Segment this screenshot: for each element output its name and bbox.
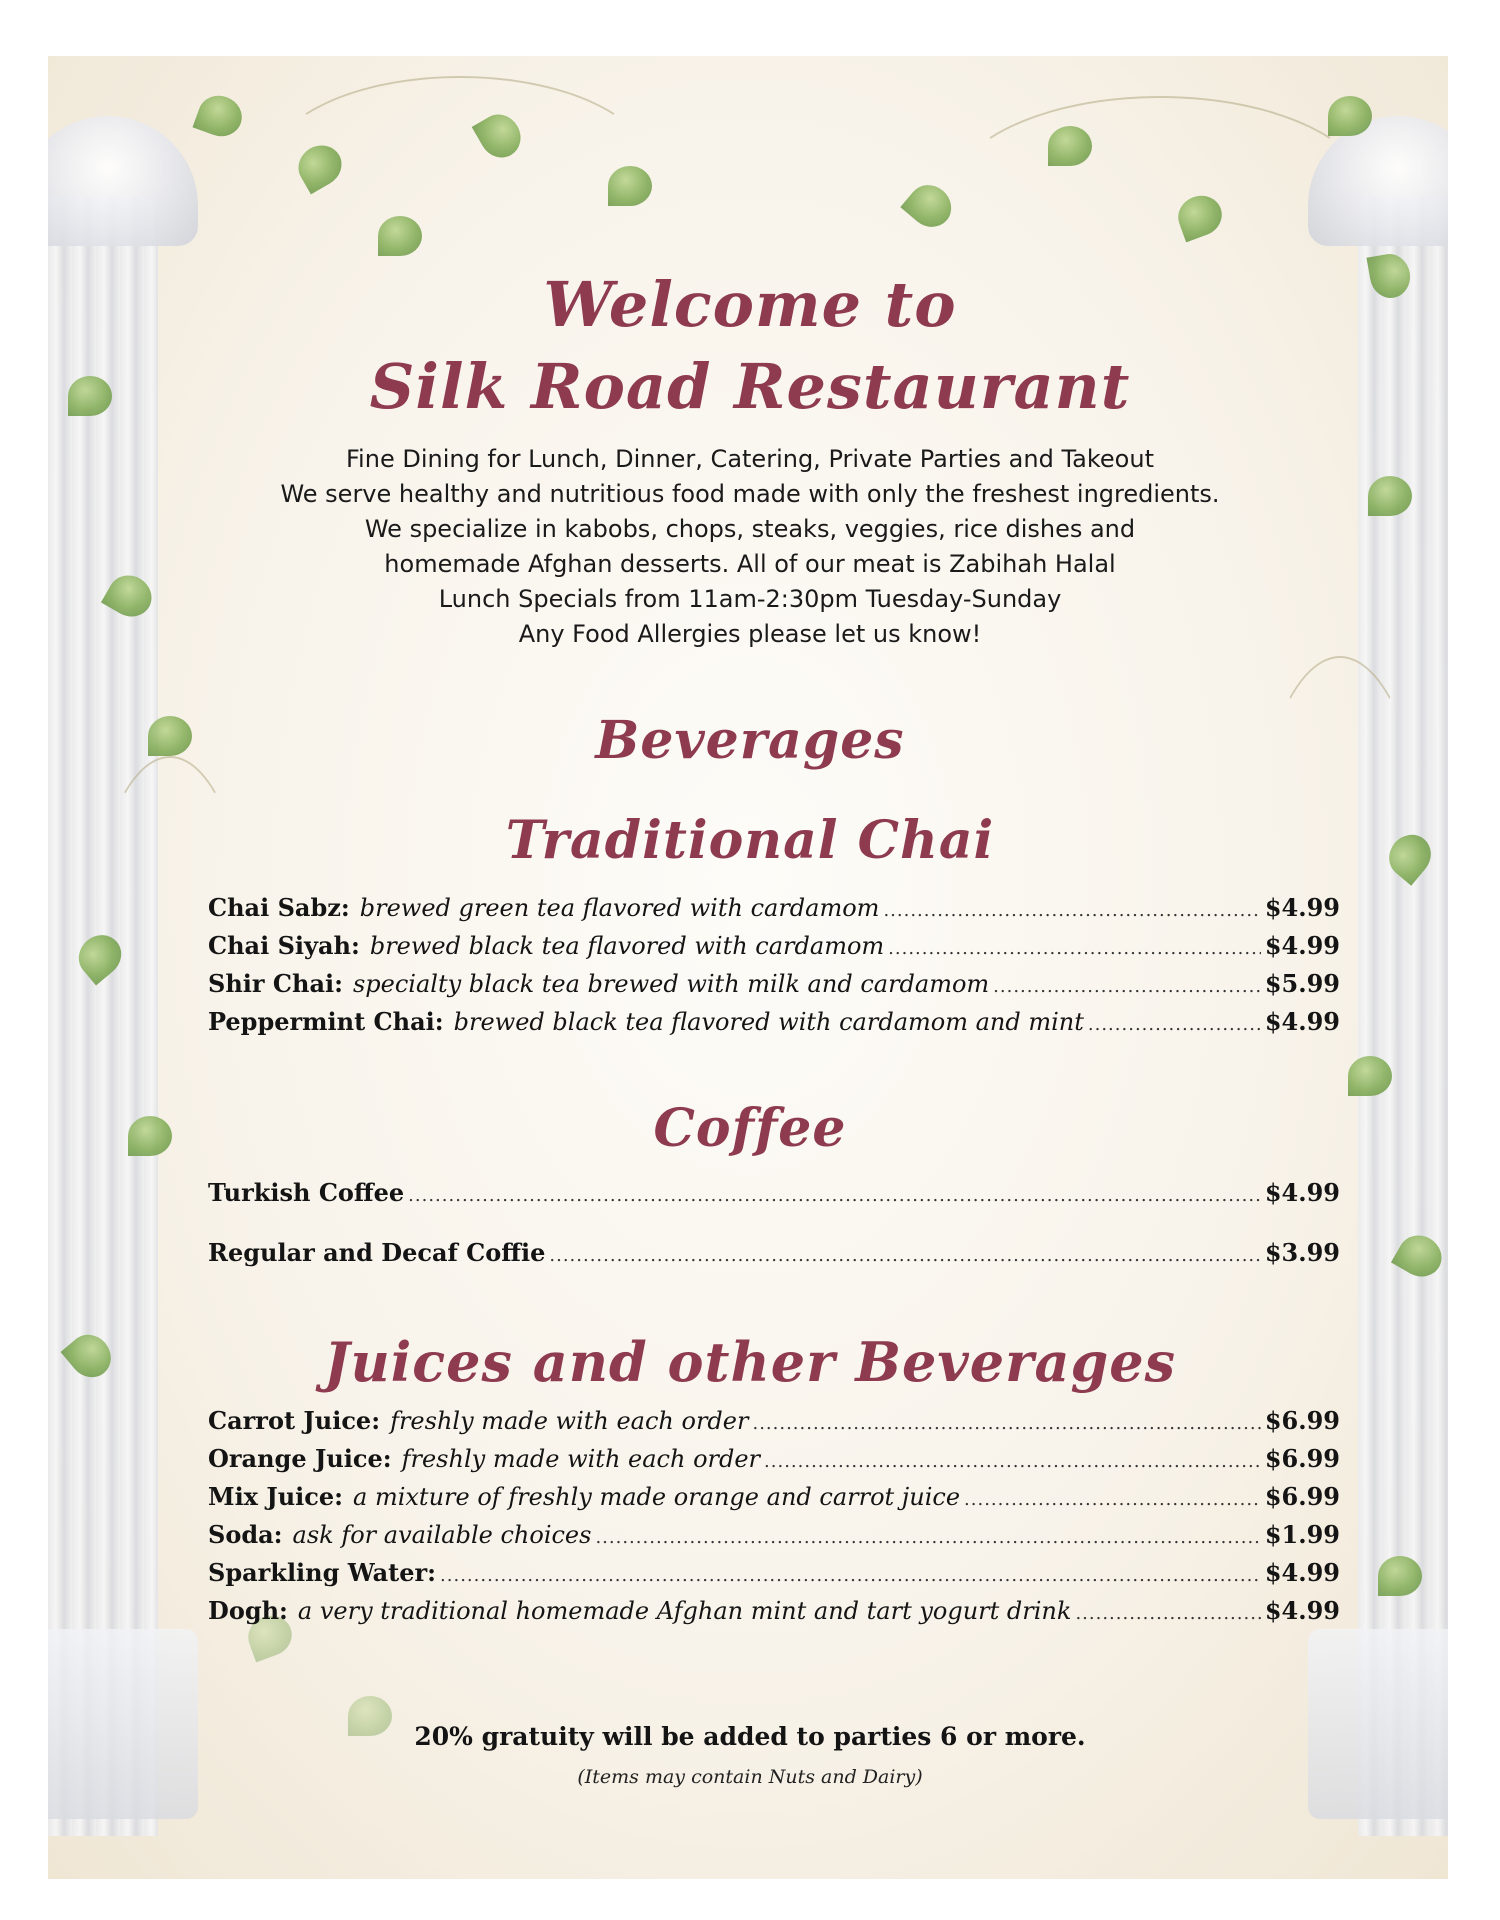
dot-leader [752, 1413, 1260, 1434]
item-name: Turkish Coffee [208, 1178, 405, 1207]
item-name: Dogh: [208, 1596, 288, 1625]
menu-item [208, 1007, 1340, 1045]
dot-leader [1075, 1603, 1260, 1624]
item-description: a very traditional homemade Afghan mint and tart yogurt drink [297, 1597, 1072, 1625]
item-description: specialty black tea brewed with milk and cardamom [352, 970, 990, 998]
menu-item [208, 1444, 1340, 1482]
dot-leader [595, 1527, 1260, 1548]
juice-menu-list [208, 1406, 1340, 1634]
menu-item [208, 1558, 1340, 1596]
intro-text [0, 442, 1500, 652]
menu-item [208, 1238, 1340, 1298]
chai-menu-list [208, 893, 1340, 1045]
menu-item [208, 931, 1340, 969]
section-heading-beverages: Beverages [595, 710, 905, 771]
section-heading-coffee: Coffee [653, 1098, 847, 1159]
menu-item [208, 1520, 1340, 1558]
item-name: Carrot Juice: [208, 1406, 381, 1435]
item-price: $6.99 [1264, 1444, 1340, 1473]
dot-leader [883, 900, 1260, 921]
item-description: brewed black tea flavored with cardamom and mint [453, 1008, 1084, 1036]
item-name: Chai Sabz: [208, 893, 350, 922]
item-description: ask for available choices [292, 1521, 592, 1549]
item-name: Sparkling Water: [208, 1558, 437, 1587]
item-price: $4.99 [1264, 931, 1340, 960]
coffee-menu-list [208, 1178, 1340, 1298]
intro-line: We serve healthy and nutritious food made with only the freshest ingredients. [280, 480, 1220, 508]
item-name: Peppermint Chai: [208, 1007, 444, 1036]
item-price: $4.99 [1264, 1178, 1340, 1207]
menu-item [208, 893, 1340, 931]
menu-item [208, 1596, 1340, 1634]
dot-leader [888, 938, 1261, 959]
item-description: freshly made with each order [390, 1407, 749, 1435]
item-price: $6.99 [1264, 1406, 1340, 1435]
menu-item [208, 1482, 1340, 1520]
item-price: $4.99 [1264, 1596, 1340, 1625]
item-name: Shir Chai: [208, 969, 343, 998]
item-name: Chai Siyah: [208, 931, 360, 960]
dot-leader [408, 1185, 1261, 1206]
menu-item [208, 969, 1340, 1007]
page-title-restaurant: Silk Road Restaurant [369, 350, 1131, 423]
item-description: a mixture of freshly made orange and carrot juice [353, 1483, 961, 1511]
allergen-notice: (Items may contain Nuts and Dairy) [577, 1766, 923, 1788]
item-name: Soda: [208, 1520, 283, 1549]
dot-leader [549, 1245, 1260, 1266]
item-description: brewed green tea flavored with cardamom [359, 894, 880, 922]
item-price: $4.99 [1264, 1558, 1340, 1587]
page-title-welcome: Welcome to [543, 268, 957, 341]
intro-line: homemade Afghan desserts. All of our meat is Zabihah Halal [384, 550, 1116, 578]
item-name: Mix Juice: [208, 1482, 344, 1511]
intro-line: Fine Dining for Lunch, Dinner, Catering, Private Parties and Takeout [346, 445, 1154, 473]
dot-leader [964, 1489, 1261, 1510]
section-heading-chai: Traditional Chai [505, 810, 995, 871]
intro-line: Lunch Specials from 11am-2:30pm Tuesday-Sunday [438, 585, 1062, 613]
item-name: Orange Juice: [208, 1444, 392, 1473]
menu-item [208, 1178, 1340, 1238]
item-description: brewed black tea flavored with cardamom [369, 932, 885, 960]
menu-item [208, 1406, 1340, 1444]
item-price: $1.99 [1264, 1520, 1340, 1549]
item-price: $6.99 [1264, 1482, 1340, 1511]
item-description: freshly made with each order [401, 1445, 761, 1473]
dot-leader [1088, 1014, 1261, 1035]
dot-leader [764, 1451, 1261, 1472]
dot-leader [993, 976, 1261, 997]
section-heading-juices: Juices and other Beverages [323, 1330, 1177, 1394]
item-name: Regular and Decaf Coffie [208, 1238, 546, 1267]
dot-leader [440, 1565, 1261, 1586]
intro-line: We specialize in kabobs, chops, steaks, veggies, rice dishes and [364, 515, 1136, 543]
item-price: $3.99 [1264, 1238, 1340, 1267]
item-price: $4.99 [1264, 893, 1340, 922]
intro-line: Any Food Allergies please let us know! [518, 620, 982, 648]
item-price: $5.99 [1264, 969, 1340, 998]
item-price: $4.99 [1264, 1007, 1340, 1036]
gratuity-notice: 20% gratuity will be added to parties 6 or more. [414, 1722, 1086, 1751]
